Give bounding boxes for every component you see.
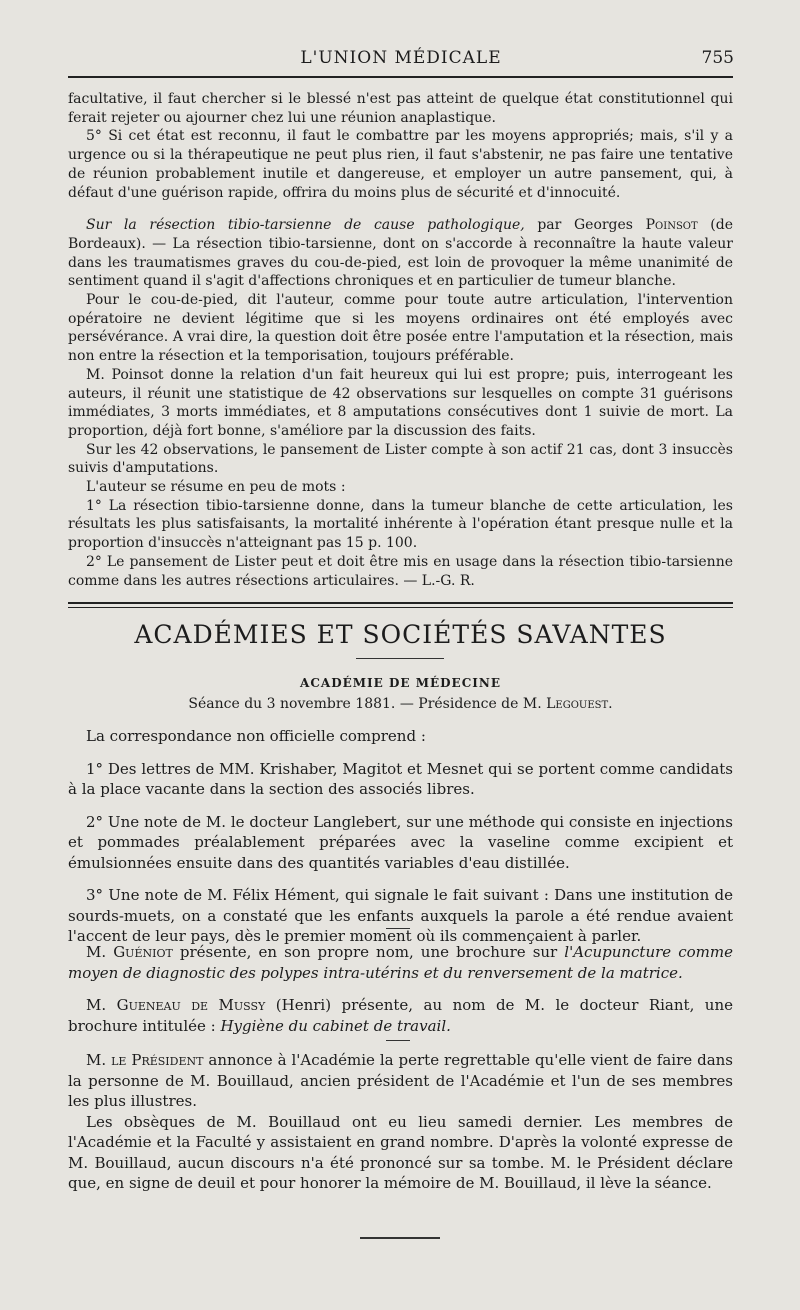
top-text-block: [68, 90, 733, 590]
review-paragraph: 1° La résection tibio-tarsienne donne, dans la tumeur blanche de cette articulation, les résultats les plus satisfaisants, la mortalité inhérente à l'opération étant presque nulle et la proportion d'insuccès n'atteignant pas 15 p. 100.: [68, 497, 733, 552]
header-rule: [68, 76, 733, 78]
correspondence-intro: La correspondance non officielle comprend :: [86, 727, 426, 745]
paragraph-continuation: facultative, il faut chercher si le blessé n'est pas atteint de quelque état constitutionnel qui ferait rejeter ou ajourner chez lui une réunion anaplastique.: [68, 91, 733, 126]
page-header: [68, 44, 734, 74]
separator-dash: [386, 928, 410, 929]
review-paragraph: L'auteur se résume en peu de mots :: [86, 479, 346, 496]
review-title: Sur la résection tibio-tarsienne de cause pathologique,: [86, 217, 525, 234]
president-name: Legouest.: [546, 696, 613, 712]
review-intro: Sur la résection tibio-tarsienne de cause pathologique, par Georges Poinsot (de Bordeaux). — La résection tibio-tarsienne, dont on s'accorde à reconnaître la haute valeur dans les traumatismes graves du cou-de-pied, est loin de provoquer la même unanimité de sentiment quand il s'agit d'affections chroniques et en particulier de tumeur blanche.: [68, 217, 734, 290]
section-title: ACADÉMIES ET SOCIÉTÉS SAVANTES: [134, 620, 667, 649]
academy-subtitle: ACADÉMIE DE MÉDECINE: [300, 676, 501, 690]
page-number: 755: [701, 48, 734, 68]
review-paragraph: 2° Le pansement de Lister peut et doit être mis en usage dans la résection tibio-tarsienne comme dans les autres résections articulaires. — L.-G. R.: [68, 553, 733, 589]
academy-block-2: [68, 942, 733, 1036]
correspondence-item: 3° Une note de M. Félix Hément, qui signale le fait suivant : Dans une institution de sourds-muets, on a constaté que les enfants auxquels la parole a été rendue avaient l'accent de leur pays, dès le premier moment où ils commençaient à parler.: [68, 886, 733, 945]
review-paragraph: Sur les 42 observations, le pansement de Lister compte à son actif 21 cas, dont 3 insuccès suivis d'amputations.: [68, 441, 733, 477]
review-paragraph: Pour le cou-de-pied, dit l'auteur, comme pour toute autre articulation, l'intervention opératoire ne devient légitime que si les moyens ordinaires ont été employés avec persévérance. A vrai dire, la question doit être posée entre l'amputation et la résection, mais non entre la résection et la temporisation, toujours préférable.: [68, 292, 733, 365]
gueneau-paragraph: M. Gueneau de Mussy (Henri) présente, au nom de M. le docteur Riant, une brochure intitulée : Hygiène du cabinet de travail.: [68, 996, 733, 1035]
correspondence-item: 1° Des lettres de MM. Krishaber, Magitot et Mesnet qui se portent comme candidats à la place vacante dans la section des associés libres.: [68, 759, 733, 798]
section-rule-top: [68, 602, 733, 604]
correspondence-item: 2° Une note de M. le docteur Langlebert, sur une méthode qui consiste en injections et pommades préalablement préparées avec la vaseline comme excipient et émulsionnées ensuite dans des quantités variables d'eau distillée.: [68, 812, 733, 872]
academy-block-1: [68, 726, 733, 947]
academy-block-3: [68, 1050, 733, 1194]
review-author: Poinsot: [645, 217, 698, 234]
session-line: Séance du 3 novembre 1881. — Présidence de M. Legouest.: [188, 696, 613, 712]
title-underline: [356, 658, 444, 659]
paragraph-point-5: 5° Si cet état est reconnu, il faut le combattre par les moyens appropriés; mais, s'il y a urgence ou si la thérapeutique ne peut plus rien, il faut s'abstenir, ne pas faire une tentative de réunion probablement inutile et dangereuse, et employer un autre pansement, qui, à défaut d'une guérison rapide, offrira du moins plus de sécurité et d'innocuité.: [68, 128, 733, 201]
review-paragraph: M. Poinsot donne la relation d'un fait heureux qui lui est propre; puis, interrogeant les auteurs, il réunit une statistique de 42 observations sur lesquelles on compte 31 guérisons immédiates, 3 morts immédiates, et 8 amputations consécutives dont 1 suivie de mort. La proportion, déjà fort bonne, s'améliore par la discussion des faits.: [68, 366, 733, 439]
end-rule: [360, 1237, 440, 1239]
gueniot-paragraph: M. Guéniot présente, en son propre nom, une brochure sur l'Acupuncture comme moyen de diagnostic des polypes intra-utérins et du renversement de la matrice.: [68, 943, 733, 982]
president-announcement: M. le Président annonce à l'Académie la perte regrettable qu'elle vient de faire dans la personne de M. Bouillaud, ancien président de l'Académie et l'un de ses membres les plus illustres.: [68, 1051, 733, 1110]
separator-dash: [386, 1040, 410, 1041]
section-rule-bottom: [68, 607, 733, 608]
funeral-paragraph: Les obsèques de M. Bouillaud ont eu lieu samedi dernier. Les membres de l'Académie et la Faculté y assistaient en grand nombre. D'après la volonté expresse de M. Bouillaud, aucun discours n'a été prononcé sur sa tombe. M. le Président déclare que, en signe de deuil et pour honorer la mémoire de M. Bouillaud, il lève la séance.: [68, 1112, 733, 1192]
running-title: L'UNION MÉDICALE: [300, 48, 502, 68]
